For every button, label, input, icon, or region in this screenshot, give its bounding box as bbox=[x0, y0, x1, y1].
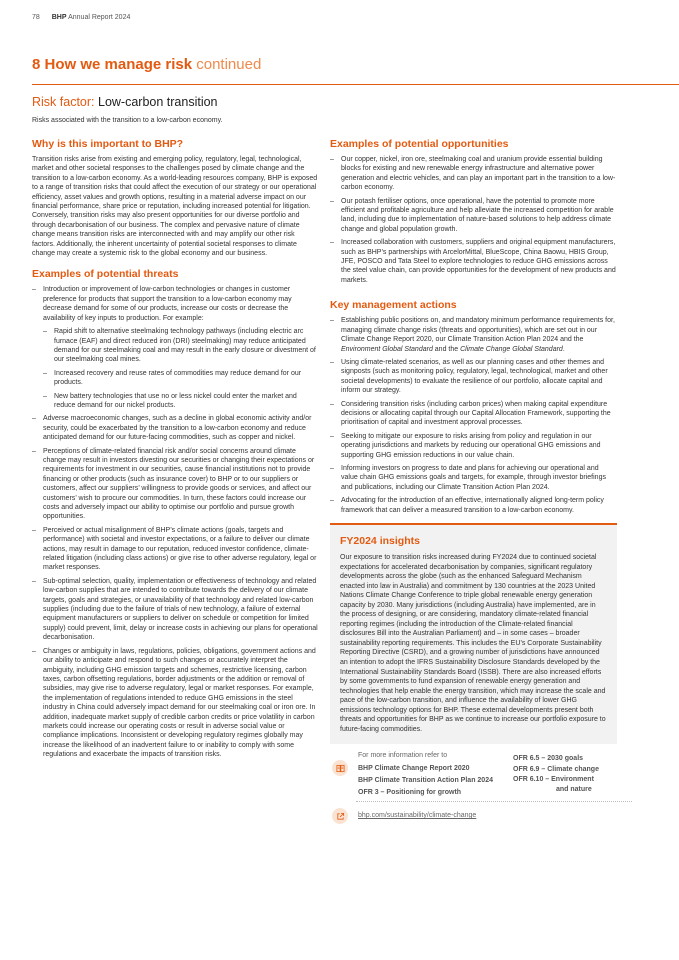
list-item: – Adverse macroeconomic changes, such as a decline in global economic activity and/or security, could be exacerbated by the transition to a low-carbon economy and reduce anticipated demand for our future-facing commodities, such as copper and nickel. bbox=[32, 414, 319, 442]
list-item: – Seeking to mitigate our exposure to risks arising from policy and regulation in our operating jurisdictions and markets by reducing our operational GHG emissions and supporting GHG emission reductions in our value chain. bbox=[330, 432, 617, 460]
ofr-link[interactable]: OFR 6.10 – Environment bbox=[513, 776, 594, 784]
threat-text: Introduction or improvement of low-carbon technologies or changes in customer preference for products that support the transition to a low-carbon economy may decrease demand for some of our products, increase our costs or decrease the availability of key inputs to production. For example: bbox=[43, 286, 292, 322]
section-title bbox=[32, 56, 261, 73]
insights-panel bbox=[330, 523, 617, 744]
list-item: – Changes or ambiguity in laws, regulations, policies, obligations, government actions and our ability to anticipate and respond to such changes or accurately interpret the ambiguity, including GHG emission targets and schemes, restrictive licensing, carbon taxes, carbon offsetting regulations, border adjustments or the addition or removal of subsidies, may give rise to adverse regulatory, legal or market responses. For example, the implementation of regulations intended to reduce GHG emissions in the steel industry in China could adversely impact demand for our steelmaking coal or iron ore. In addition, inadequate market supply of credible carbon credits or price volatility in carbon markets could increase our operating costs or result in adverse social value or compliance implications. Inconsistent or developing regulatory regimes globally may increase the likelihood of an inadvertent failure to or inability to comply with some regulations and exacerbate the impacts of transition risks. bbox=[32, 647, 319, 760]
list-item: – Considering transition risks (including carbon prices) when making capital expenditure decisions or allocating capital through our Capital Allocation Framework, supporting the prioritisation of capital and investment approval processes. bbox=[330, 400, 617, 428]
section-title-continued: continued bbox=[196, 56, 262, 73]
list-item: – Sub-optimal selection, quality, implementation or effectiveness of technology and related low-carbon supplies that are intended to contribute towards the delivery of our climate targets, goals and strategies, or unavailability of that technology and related low-carbon supplies (including due to the failure of trials of new technology, a failure of external equipment manufacturers or suppliers to deliver on schedule or competition for limited supply) could prevent, limit, delay or increase costs in achieving our plans for operational decarbonisation. bbox=[32, 577, 319, 643]
reference-link[interactable]: OFR 3 – Positioning for growth bbox=[358, 789, 462, 797]
risk-factor-subtitle: Risks associated with the transition to a low-carbon economy. bbox=[32, 117, 223, 124]
opportunities-heading: Examples of potential opportunities bbox=[330, 138, 509, 150]
reference-link[interactable]: BHP Climate Transition Action Plan 2024 bbox=[358, 777, 493, 785]
insights-heading: FY2024 insights bbox=[340, 535, 420, 547]
ofr-link-continued[interactable]: and nature bbox=[556, 785, 592, 793]
right-column bbox=[330, 138, 617, 824]
list-item: – Rapid shift to alternative steelmaking technology pathways (including electric arc furnace (EAF) and direct reduced iron (DRI) steelmaking) may reduce anticipated demand for our steelmaking coal and may result in the early closure or divestment of our steelmaking coal mines. bbox=[43, 327, 319, 365]
list-item: – New battery technologies that use no or less nickel could enter the market and reduce demand for our nickel products. bbox=[43, 392, 319, 411]
action-text-italic: Environment Global Standard bbox=[341, 345, 433, 353]
risk-factor-name: Low-carbon transition bbox=[98, 95, 218, 109]
actions-list bbox=[330, 316, 617, 515]
actions-heading: Key management actions bbox=[330, 299, 457, 312]
list-item: – Perceptions of climate-related financial risk and/or social concerns around climate change may result in investors divesting our securities or changing their expectations or requirements for investment in our securities, cause financial institutions not to provide financing or other products (such as insurance cover) to BHP or to our suppliers or customers, affect our suppliers’ willingness to provide goods or services, and affect our customers’ wish to procure our commodities. In turn, these factors could increase our costs and adversely impact our ability to optimise our portfolio and pursue growth opportunities. bbox=[32, 447, 319, 522]
ofr-link[interactable]: OFR 6.5 – 2030 goals bbox=[513, 755, 584, 763]
threats-list bbox=[32, 285, 319, 759]
why-paragraph: Transition risks arise from existing and emerging policy, regulatory, legal, technological, market and other societal responses to the challenges posed by climate change and the transition to a low-carbon economy. As a world-leading resources company, BHP is exposed to a range of transition risks that could affect the execution of our strategy or our operational efficiency, asset values and growth options, resulting in a material adverse impact on our financial performance, share price or reputation, including increased potential for litigation. Conversely, transition risks may also present opportunities for our diverse portfolio and through decarbonisation of our business. The complex and pervasive nature of climate change means transition risks are interconnected with and may amplify our other risk factors. Additionally, the inherent uncertainty of potential societal responses to climate change may create a systemic risk to the global economy and our business. bbox=[32, 156, 318, 258]
list-item bbox=[32, 285, 319, 410]
ofr-reference-list bbox=[513, 754, 599, 795]
threats-heading: Examples of potential threats bbox=[32, 268, 179, 281]
list-item: – Our copper, nickel, iron ore, steelmaking coal and uranium provide essential building blocks for existing and new renewable energy infrastructure and alternative power generation and electric vehicles, and can play an important part in the transition to a low-carbon economy. bbox=[330, 155, 617, 193]
reference-list bbox=[358, 763, 493, 799]
threat-sublist bbox=[43, 327, 319, 410]
page-header bbox=[32, 14, 130, 21]
list-item: – Our potash fertiliser options, once operational, have the potential to promote more efficient and profitable agriculture and help alleviate the increased competition for arable land, including due to implementation of nature-based solutions to help address climate change and global population growth. bbox=[330, 197, 617, 235]
action-text: and the bbox=[432, 345, 461, 353]
website-link[interactable]: bhp.com/sustainability/climate-change bbox=[358, 812, 477, 820]
list-item: – Increased recovery and reuse rates of commodities may reduce demand for our products. bbox=[43, 369, 319, 388]
list-item: – Perceived or actual misalignment of BHP’s climate actions (goals, targets and performance) with societal and investor expectations, or a failure to deliver our climate actions, may result in damage to our reputation, reduced investor confidence, climate-related litigation (including class actions) or give rise to other adverse regulatory, legal or market responses. bbox=[32, 526, 319, 573]
risk-factor-label: Risk factor: bbox=[32, 95, 95, 109]
divider bbox=[356, 801, 632, 802]
reference-link[interactable]: BHP Climate Change Report 2020 bbox=[358, 765, 470, 773]
ofr-link[interactable]: OFR 6.9 – Climate change bbox=[513, 765, 599, 773]
page-number: 78 bbox=[32, 14, 40, 21]
section-divider bbox=[32, 84, 679, 85]
more-info-intro: For more information refer to bbox=[358, 752, 448, 760]
document-title: Annual Report 2024 bbox=[68, 14, 131, 21]
book-icon bbox=[332, 760, 348, 776]
brand-name: BHP bbox=[51, 14, 67, 21]
insights-paragraph: Our exposure to transition risks increased during FY2024 due to continued societal expectations for accelerated decarbonisation by companies, significant regulatory developments across the globe (such as the enhanced Safeguard Mechanism enacted into law in Australia) and commitment by 130 countries at the 2023 United Nations Climate Change Conference to triple global renewable energy generation capacity by 2030. Many jurisdictions (including Australia) have implemented, are in the process of designing, or are considering, mandatory climate-related financial reporting regimes (including the introduction of the Climate-related financial disclosures Bill into the Australian Parliament) and – in some cases – broader sustainability reporting requirements. This includes the EU’s Corporate Sustainability Reporting Directive (CSRD), and a growing number of jurisdictions have announced an intention to adopt the IFRS Sustainability Disclosure Standards developed by the International Sustainability Standards Board (ISSB). There are also increased efforts by some governments to fund expansion of renewable energy generation and technologies that help enable the energy transition, which may increase the scale and pace of the low-carbon transition, and influence the availability of lower GHG emissions technology options for BHP. These external developments present both threats and opportunities for BHP as we continue to increase our portfolio exposure to future-facing commodities. bbox=[340, 554, 606, 733]
action-text: . bbox=[562, 345, 565, 353]
list-item: – Informing investors on progress to date and plans for achieving our operational and value chain GHG emissions goals and targets, for example, through investor briefings and publications, including our Climate Transition Action Plan 2024. bbox=[330, 464, 617, 492]
list-item: – Increased collaboration with customers, suppliers and original equipment manufacturers, such as BHP’s partnerships with ArcelorMittal, BlueScope, China Baowu, HBIS Group, JFE, POSCO and Tata Steel to explore technologies to reduce GHG emissions across the steel value chain, can provide opportunities for the development of new products and markets. bbox=[330, 238, 617, 285]
external-link-icon bbox=[332, 808, 348, 824]
action-text: Establishing public positions on, and mandatory minimum performance requirements for, managing climate change risks (threats and opportunities), which are set out in our Climate Change Report 2020, our Climate Transition Action Plan 2024 and the bbox=[341, 317, 615, 344]
list-item: – Using climate-related scenarios, as well as our planning cases and other themes and signposts (such as monitoring policy, regulatory, legal, technological, market and other societal developments) to evaluate the resilience of our portfolio, allocate capital and inform our strategy. bbox=[330, 358, 617, 396]
action-text-italic: Climate Change Global Standard bbox=[460, 345, 563, 353]
section-title-main: 8 How we manage risk bbox=[32, 56, 193, 73]
more-information bbox=[330, 752, 650, 824]
left-column bbox=[32, 138, 319, 764]
risk-factor-title bbox=[32, 95, 218, 109]
list-item: – Advocating for the introduction of an effective, internationally aligned long-term policy framework that can deliver a measured transition to a low-carbon economy. bbox=[330, 496, 617, 515]
why-heading: Why is this important to BHP? bbox=[32, 138, 184, 150]
opportunities-list bbox=[330, 155, 617, 285]
list-item bbox=[330, 316, 617, 354]
